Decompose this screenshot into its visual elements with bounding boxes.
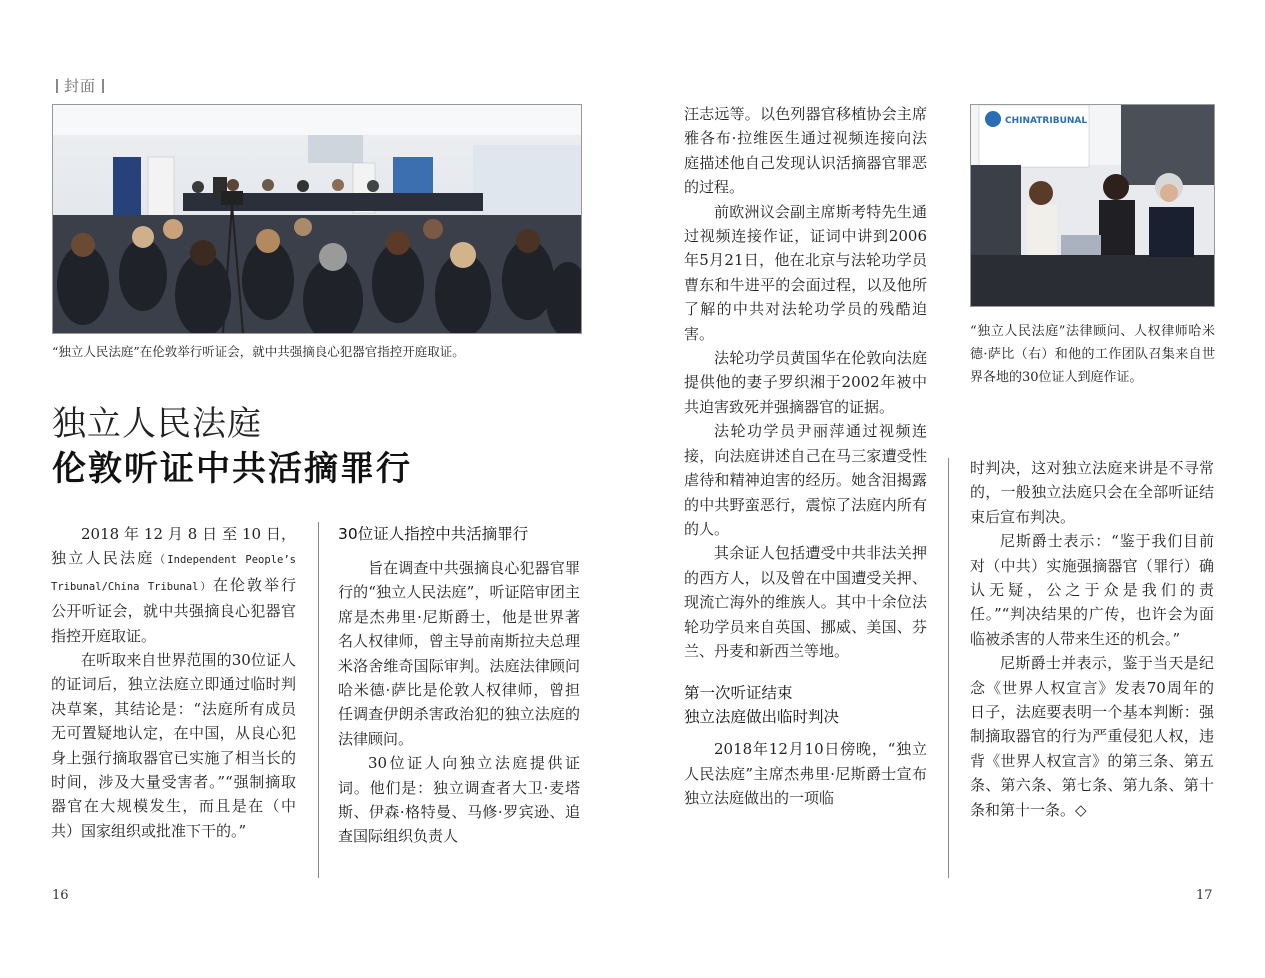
section-label: 封面 (50, 75, 110, 96)
page-number-left: 16 (52, 888, 69, 903)
section-heading: 第一次听证结束 独立法庭做出临时判决 (684, 684, 840, 727)
paragraph: 时判决，这对独立法庭来讲是不寻常的，一般独立法庭只会在全部听证结束后宣布判决。 (970, 459, 1214, 526)
column-divider (948, 458, 949, 878)
paragraph: 旨在调查中共强摘良心犯器官罪行的“独立人民法庭”，听证陪审团主席是杰弗里·尼斯爵士，他是世界著名人权律师，曾主导前南斯拉夫总理米洛舍维奇国际审判。法庭法律顾问哈米德·萨比是伦敦人权律师，曾担任调查伊朗杀害政治犯的独立法庭的法律顾问。 (338, 559, 580, 748)
article-column-3 (684, 102, 927, 811)
column-divider (318, 522, 319, 878)
paragraph: 2018年12月10日傍晚，“独立人民法庭”主席杰弗里·尼斯爵士宣布独立法庭做出的一项临 (684, 740, 927, 808)
divider (102, 79, 104, 93)
article-title-line2: 伦敦听证中共活摘罪行 (52, 449, 412, 489)
paragraph: 法轮功学员黄国华在伦敦向法庭提供他的妻子罗织湘于2002年被中共迫害致死并强摘器官的证据。 (684, 349, 927, 416)
divider (56, 79, 58, 93)
paragraph: 其余证人包括遭受中共非法关押的西方人，以及曾在中国遭受关押、现流亡海外的维族人。其中十余位法轮功学员来自英国、挪威、美国、芬兰、丹麦和新西兰等地。 (684, 544, 927, 660)
hearing-photo (52, 104, 582, 334)
tribunal-logo-text: CHINATRIBUNAL (1005, 116, 1088, 126)
article-title-line1: 独立人民法庭 (52, 404, 262, 444)
paragraph: 30位证人向独立法庭提供证词。他们是：独立调查者大卫·麦塔斯、伊森·格特曼、马修·罗宾逊、追查国际组织负责人 (338, 754, 580, 846)
hearing-photo-caption: “独立人民法庭”在伦敦举行听证会，就中共强摘良心犯器官指控开庭取证。 (52, 344, 465, 359)
paragraph: 在听取来自世界范围的30位证人的证词后，独立法庭立即通过临时判决草案，其结论是：“法庭所有成员无可置疑地认定，在中国，从良心犯身上强行摘取器官已实施了相当长的时间，涉及大量受害者。”“强制摘取器官在大规模发生，而且是在（中共）国家组织或批准下干的。” (51, 651, 296, 840)
lawyers-photo (970, 104, 1215, 307)
paragraph: 尼斯爵士并表示，鉴于当天是纪念《世界人权宣言》发表70周年的日子，法庭要表明一个基本判断：强制摘取器官的行为严重侵犯人权，违背《世界人权宣言》的第三条、第五条、第六条、第七条、第九条、第十条和第十一条。◇ (970, 654, 1214, 819)
paragraph: 2018 年 12 月 8 日 至 10 日，独立人民法庭（Independent People’s Tribunal/China Tribunal）在伦敦举行公开听证会，就中共强摘良心犯器官指控开庭取证。 (51, 525, 296, 645)
paragraph: 汪志远等。以色列器官移植协会主席雅各布·拉维医生通过视频连接向法庭描述他自己发现认识活摘器官罪恶的过程。 (684, 105, 927, 197)
paragraph: 法轮功学员尹丽萍通过视频连接，向法庭讲述自己在马三家遭受性虐待和精神迫害的经历。她含泪揭露的中共野蛮恶行，震惊了法庭内所有的人。 (684, 422, 927, 538)
article-column-1 (51, 522, 296, 843)
paragraph: 前欧洲议会副主席斯考特先生通过视频连接作证，证词中讲到2006年5月21日，他在北京与法轮功学员曹东和牛进平的会面过程，以及他所了解的中共对法轮功学员的残酷迫害。 (684, 202, 927, 343)
paragraph: 尼斯爵士表示：“鉴于我们目前对（中共）实施强摘器官（罪行）确认无疑，公之于众是我们的责任。”“判决结果的广传，也许会为面临被杀害的人带来生还的机会。” (970, 532, 1214, 648)
article-column-4 (970, 456, 1214, 822)
lawyers-photo-caption: “独立人民法庭”法律顾问、人权律师哈米德·萨比（右）和他的工作团队召集来自世界各地的30位证人到庭作证。 (970, 324, 1215, 385)
article-column-2 (338, 522, 580, 849)
tribunal-logo-icon (985, 111, 1001, 127)
page-number-right: 17 (1196, 888, 1213, 903)
section-heading: 30位证人指控中共活摘罪行 (338, 525, 529, 543)
